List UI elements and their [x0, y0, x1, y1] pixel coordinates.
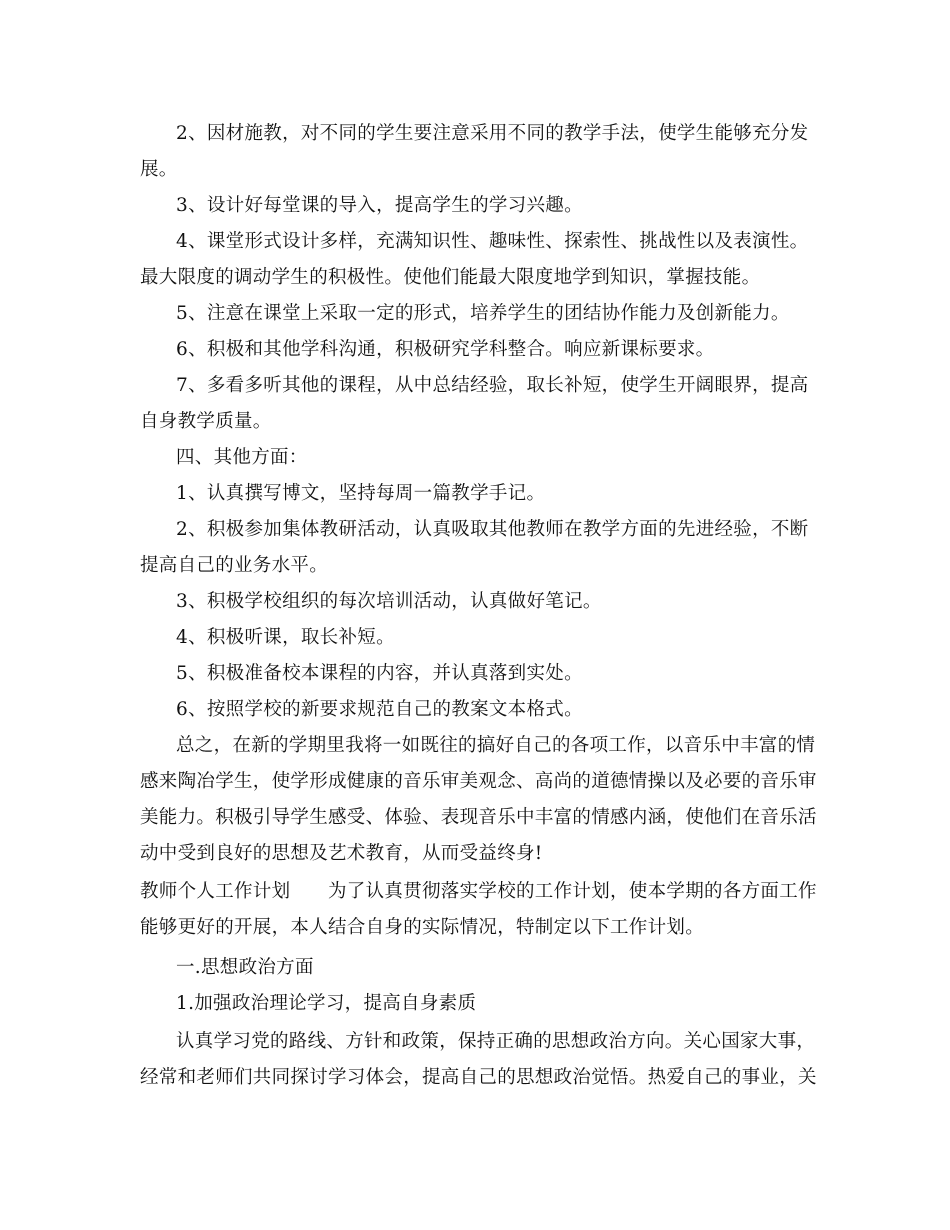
paragraph-line: 4、积极听课，取长补短。	[176, 627, 395, 648]
paragraph-line: 6、按照学校的新要求规范自己的教案文本格式。	[176, 699, 583, 720]
paragraph-line: 认真学习党的路线、方针和政策，保持正确的思想政治方向。关心国家大事，	[176, 1031, 816, 1052]
paragraph-line: 感来陶冶学生，使学形成健康的音乐审美观念、高尚的道德情操以及必要的音乐审	[140, 771, 817, 792]
paragraph-line: 3、设计好每堂课的导入，提高学生的学习兴趣。	[176, 195, 583, 216]
paragraph-line: 教师个人工作计划 为了认真贯彻落实学校的工作计划，使本学期的各方面工作	[140, 881, 817, 902]
paragraph-line: 动中受到良好的思想及艺术教育，从而受益终身!	[140, 843, 543, 864]
subsection-heading: 1.加强政治理论学习，提高自身素质	[176, 993, 477, 1014]
paragraph-line: 提高自己的业务水平。	[140, 555, 329, 576]
paragraph-line: 2、积极参加集体教研活动，认真吸取其他教师在教学方面的先进经验，不断	[176, 519, 809, 540]
section-heading: 四、其他方面：	[176, 447, 308, 468]
paragraph-line: 美能力。积极引导学生感受、体验、表现音乐中丰富的情感内涵，使他们在音乐活	[140, 807, 817, 828]
paragraph-line: 经常和老师们共同探讨学习体会，提高自己的思想政治觉悟。热爱自己的事业，关	[140, 1067, 817, 1088]
paragraph-line: 1、认真撰写博文，坚持每周一篇教学手记。	[176, 483, 546, 504]
paragraph-line: 展。	[140, 159, 178, 180]
paragraph-line: 5、注意在课堂上采取一定的形式，培养学生的团结协作能力及创新能力。	[176, 303, 790, 324]
paragraph-line: 最大限度的调动学生的积极性。使他们能最大限度地学到知识，掌握技能。	[140, 267, 761, 288]
paragraph-line: 6、积极和其他学科沟通，积极研究学科整合。响应新课标要求。	[176, 339, 715, 360]
paragraph-line: 能够更好的开展，本人结合自身的实际情况，特制定以下工作计划。	[140, 917, 705, 938]
section-heading: 一.思想政治方面	[176, 957, 314, 978]
paragraph-line: 5、积极准备校本课程的内容，并认真落到实处。	[176, 663, 583, 684]
paragraph-line: 7、多看多听其他的课程，从中总结经验，取长补短，使学生开阔眼界，提高	[176, 375, 809, 396]
paragraph-line: 4、课堂形式设计多样，充满知识性、趣味性、探索性、挑战性以及表演性。	[176, 231, 809, 252]
paragraph-line: 自身教学质量。	[140, 411, 272, 432]
paragraph-line: 3、积极学校组织的每次培训活动，认真做好笔记。	[176, 591, 602, 612]
paragraph-line: 2、因材施教，对不同的学生要注意采用不同的教学手法，使学生能够充分发	[176, 123, 809, 144]
paragraph-line: 总之，在新的学期里我将一如既往的搞好自己的各项工作，以音乐中丰富的情	[176, 735, 816, 756]
